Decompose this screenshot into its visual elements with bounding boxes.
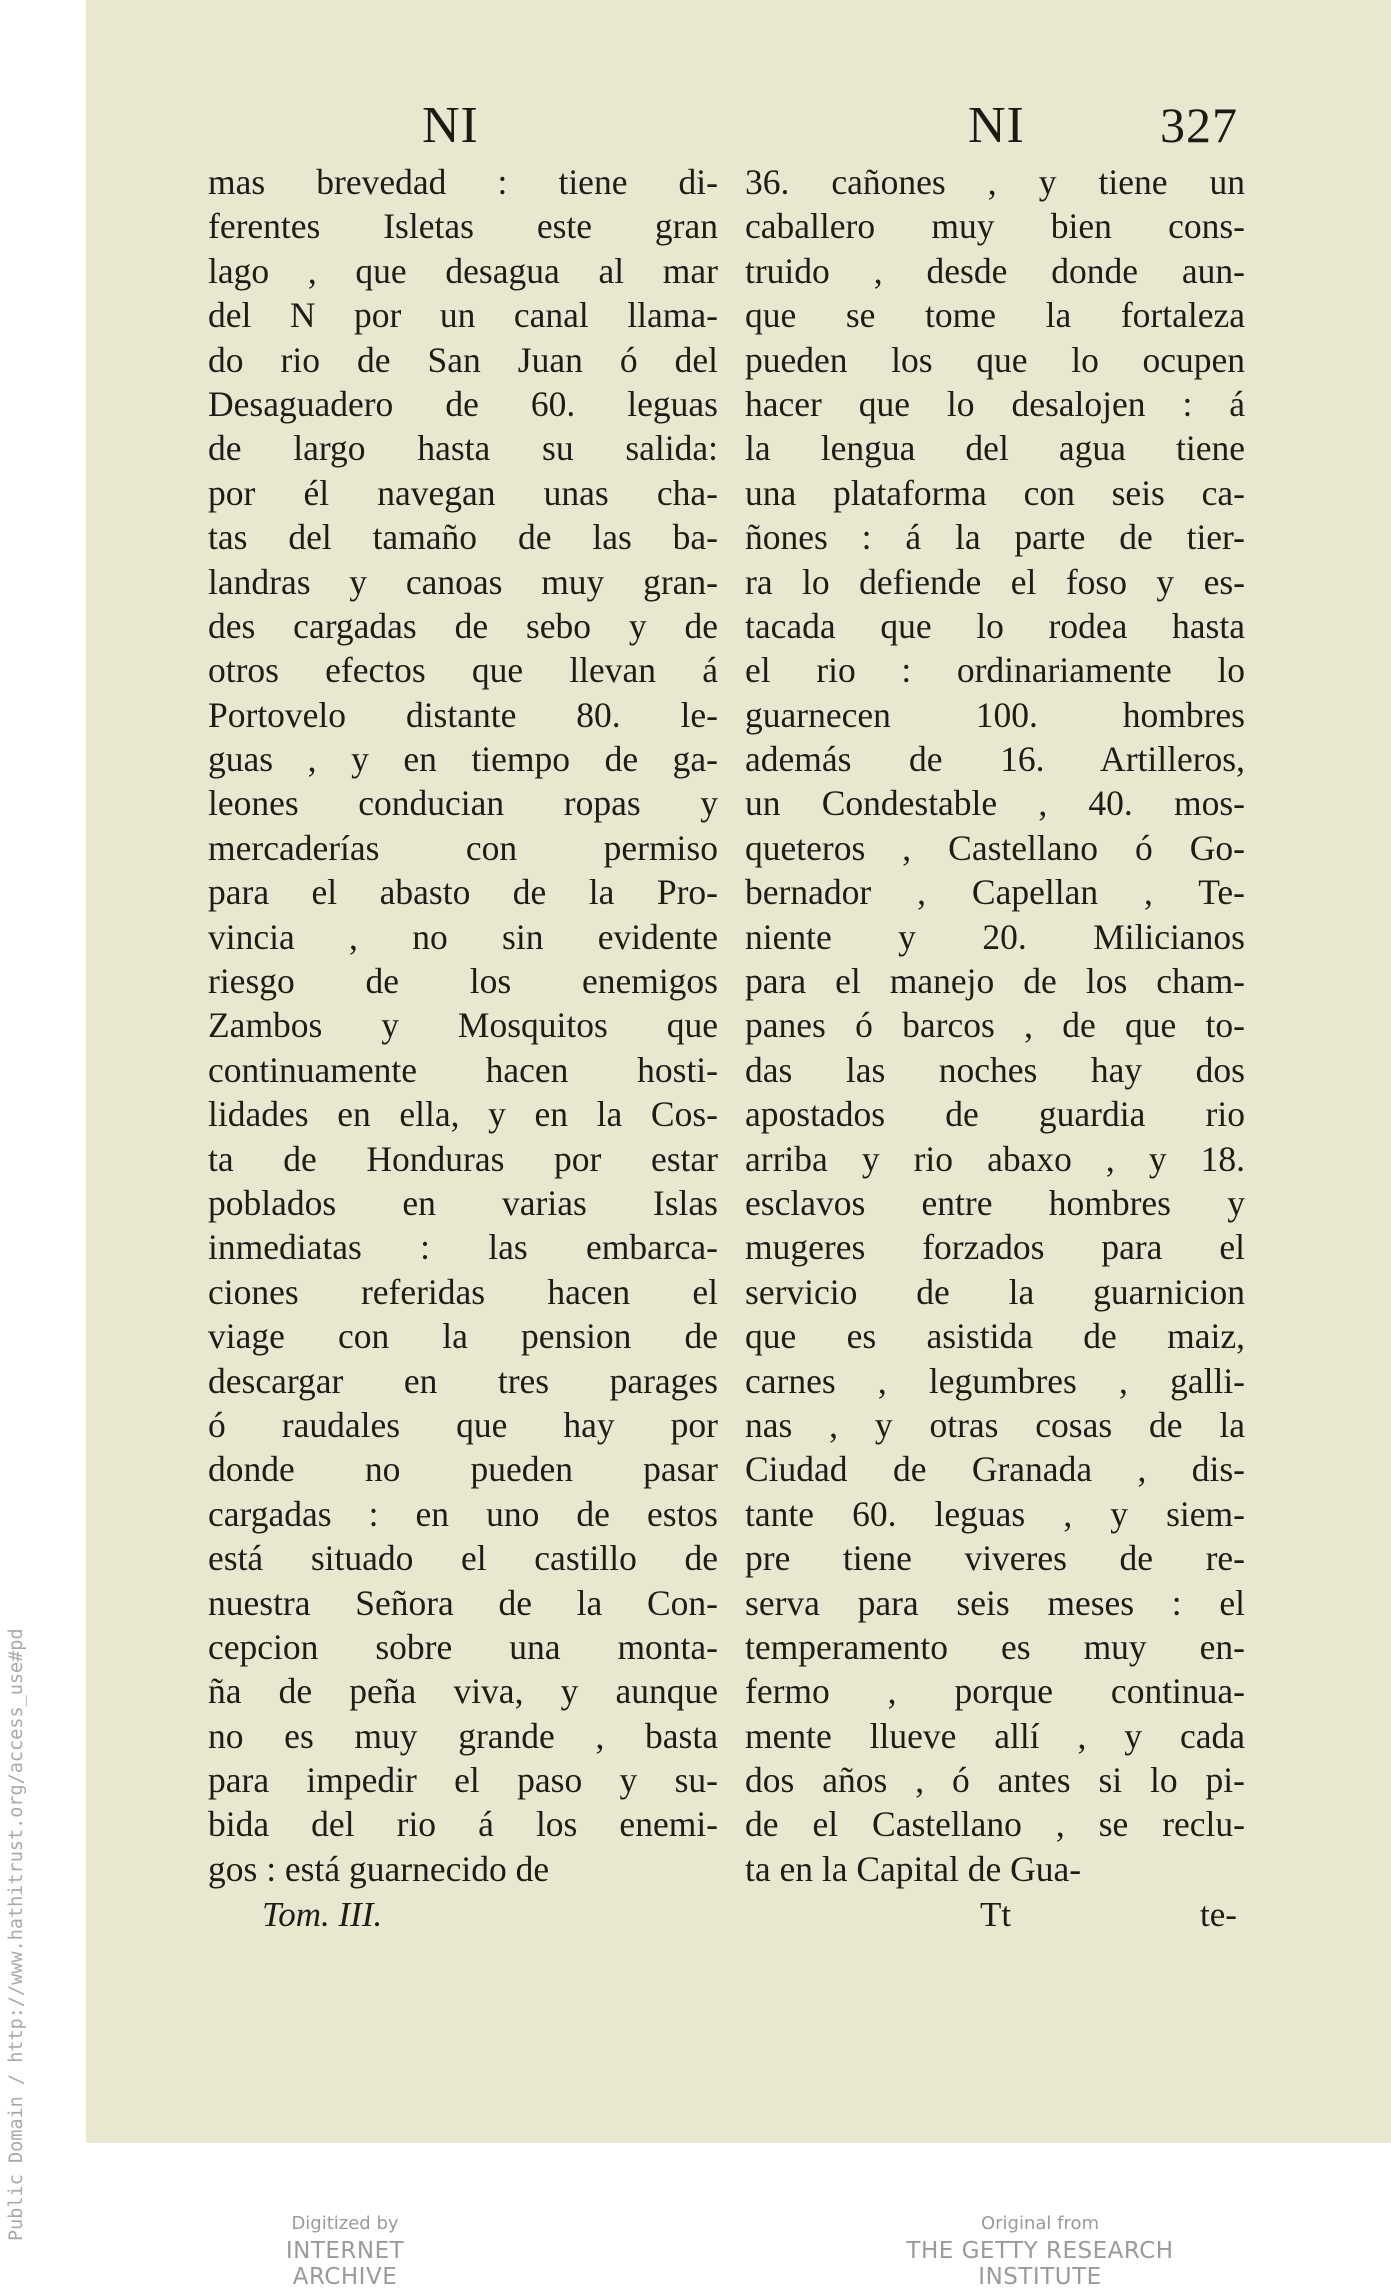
right-running-head: NI	[968, 97, 1025, 154]
left-column-line: inmediatas : las embarca-	[208, 1227, 718, 1268]
right-column-line: bernador , Capellan , Te-	[745, 872, 1245, 913]
right-column-line: carnes , legumbres , galli-	[745, 1360, 1245, 1401]
left-column-line: de largo hasta su salida:	[208, 428, 718, 469]
left-column-line: del N por un canal llama-	[208, 295, 718, 336]
left-column-line: vincia , no sin evidente	[208, 916, 718, 957]
catchword: te-	[1200, 1895, 1237, 1934]
left-column-line: lidades en ella, y en la Cos-	[208, 1094, 718, 1135]
left-column-line: ciones referidas hacen el	[208, 1271, 718, 1312]
right-column-line: un Condestable , 40. mos-	[745, 783, 1245, 824]
left-column-line: gos : está guarnecido de	[208, 1848, 550, 1889]
right-column-line: guarnecen 100. hombres	[745, 694, 1245, 735]
right-column-line: caballero muy bien cons-	[745, 206, 1245, 247]
right-column-line: tante 60. leguas , y siem-	[745, 1493, 1245, 1534]
left-column-line: descargar en tres parages	[208, 1360, 718, 1401]
right-column-line: para el manejo de los cham-	[745, 961, 1245, 1002]
right-column-line: mente llueve allí , y cada	[745, 1715, 1245, 1756]
right-column-line: pueden los que lo ocupen	[745, 339, 1245, 380]
left-column-line: Desaguadero de 60. leguas	[208, 383, 718, 424]
right-column-line: pre tiene viveres de re-	[745, 1538, 1245, 1579]
page-number: 327	[1160, 97, 1238, 153]
right-column-line: niente y 20. Milicianos	[745, 916, 1245, 957]
right-column-line: una plataforma con seis ca-	[745, 472, 1245, 513]
internet-archive-label: INTERNET ARCHIVE	[285, 2238, 405, 2290]
right-column-line: nas , y otras cosas de la	[745, 1404, 1245, 1445]
right-column-line: servicio de la guarnicion	[745, 1271, 1245, 1312]
generation-stamp	[0, 1261, 32, 2241]
right-column-text	[745, 160, 1245, 1891]
left-column-line: otros efectos que llevan á	[208, 650, 718, 691]
left-column-text	[208, 160, 718, 1891]
right-column-line: truido , desde donde aun-	[745, 250, 1245, 291]
left-column-line: guas , y en tiempo de ga-	[208, 739, 718, 780]
right-column-line: queteros , Castellano ó Go-	[745, 827, 1245, 868]
left-column-line: bida del rio á los enemi-	[208, 1804, 718, 1845]
right-column-line: temperamento es muy en-	[745, 1626, 1245, 1667]
signature-mark: Tt	[980, 1895, 1012, 1934]
left-column-line: mas brevedad : tiene di-	[208, 162, 718, 202]
right-column-line: el rio : ordinariamente lo	[745, 650, 1245, 691]
left-column-line: leones conducian ropas y	[208, 783, 718, 824]
left-column-line: poblados en varias Islas	[208, 1182, 718, 1223]
left-column-line: Portovelo distante 80. le-	[208, 694, 718, 735]
generation-stamp-line2: Public Domain / http://www.hathitrust.org/access_use#pd	[6, 1628, 27, 2241]
getty-label: THE GETTY RESEARCH INSTITUTE	[906, 2238, 1174, 2290]
left-column-line: lago , que desagua al mar	[208, 250, 718, 291]
left-column-line: ta de Honduras por estar	[208, 1138, 718, 1179]
left-column-line: des cargadas de sebo y de	[208, 605, 718, 646]
right-column-line: 36. cañones , y tiene un	[745, 162, 1245, 202]
left-column-line: continuamente hacen hosti-	[208, 1049, 718, 1090]
left-column-line: no es muy grande , basta	[208, 1715, 718, 1756]
left-column-line: viage con la pension de	[208, 1316, 718, 1357]
right-column-line: arriba y rio abaxo , y 18.	[745, 1138, 1245, 1179]
left-column-line: landras y canoas muy gran-	[208, 561, 718, 602]
original-from-credit	[850, 2213, 1230, 2290]
left-column-line: cargadas : en uno de estos	[208, 1493, 718, 1534]
right-column-line: hacer que lo desalojen : á	[745, 383, 1245, 424]
left-running-head: NI	[422, 97, 479, 154]
right-column-line: de el Castellano , se reclu-	[745, 1804, 1245, 1845]
left-column-line: está situado el castillo de	[208, 1538, 718, 1579]
left-column-line: cepcion sobre una monta-	[208, 1626, 718, 1667]
right-column-line: apostados de guardia rio	[745, 1094, 1245, 1135]
left-column-line: para el abasto de la Pro-	[208, 872, 718, 913]
left-column-line: mercaderías con permiso	[208, 827, 718, 868]
right-column-line: ra lo defiende el foso y es-	[745, 561, 1245, 602]
right-column-line: que es asistida de maiz,	[745, 1316, 1245, 1357]
left-column-line: para impedir el paso y su-	[208, 1760, 718, 1801]
left-column-line: nuestra Señora de la Con-	[208, 1582, 718, 1623]
right-column-line: panes ó barcos , de que to-	[745, 1005, 1245, 1046]
right-column-line: además de 16. Artilleros,	[745, 739, 1245, 780]
right-column-line: dos años , ó antes si lo pi-	[745, 1760, 1245, 1801]
right-column-line: mugeres forzados para el	[745, 1227, 1245, 1268]
digitized-by-label: Digitized by	[291, 2213, 399, 2234]
right-column-line: ñones : á la parte de tier-	[745, 517, 1245, 558]
left-column-line: ó raudales que hay por	[208, 1404, 718, 1445]
right-column-line: tacada que lo rodea hasta	[745, 605, 1245, 646]
left-column-line: Zambos y Mosquitos que	[208, 1005, 718, 1046]
original-from-label: Original from	[980, 2213, 1100, 2234]
left-column-line: ña de peña viva, y aunque	[208, 1671, 718, 1712]
left-column-line: riesgo de los enemigos	[208, 961, 718, 1002]
right-column-line: que se tome la fortaleza	[745, 295, 1245, 336]
left-column-line: por él navegan unas cha-	[208, 472, 718, 513]
right-column-line: la lengua del agua tiene	[745, 428, 1245, 469]
left-column-line: ferentes Isletas este gran	[208, 206, 718, 247]
right-column-line: Ciudad de Granada , dis-	[745, 1449, 1245, 1490]
left-column-line: tas del tamaño de las ba-	[208, 517, 718, 558]
right-column-line: ta en la Capital de Gua-	[745, 1848, 1082, 1889]
right-column-line: das las noches hay dos	[745, 1049, 1245, 1090]
right-column-line: serva para seis meses : el	[745, 1582, 1245, 1623]
volume-signature: Tom. III.	[262, 1895, 383, 1934]
digitized-by-credit	[230, 2213, 460, 2290]
left-column-line: do rio de San Juan ó del	[208, 339, 718, 380]
right-column-line: esclavos entre hombres y	[745, 1182, 1245, 1223]
right-column-line: fermo , porque continua-	[745, 1671, 1245, 1712]
left-column-line: donde no pueden pasar	[208, 1449, 718, 1490]
